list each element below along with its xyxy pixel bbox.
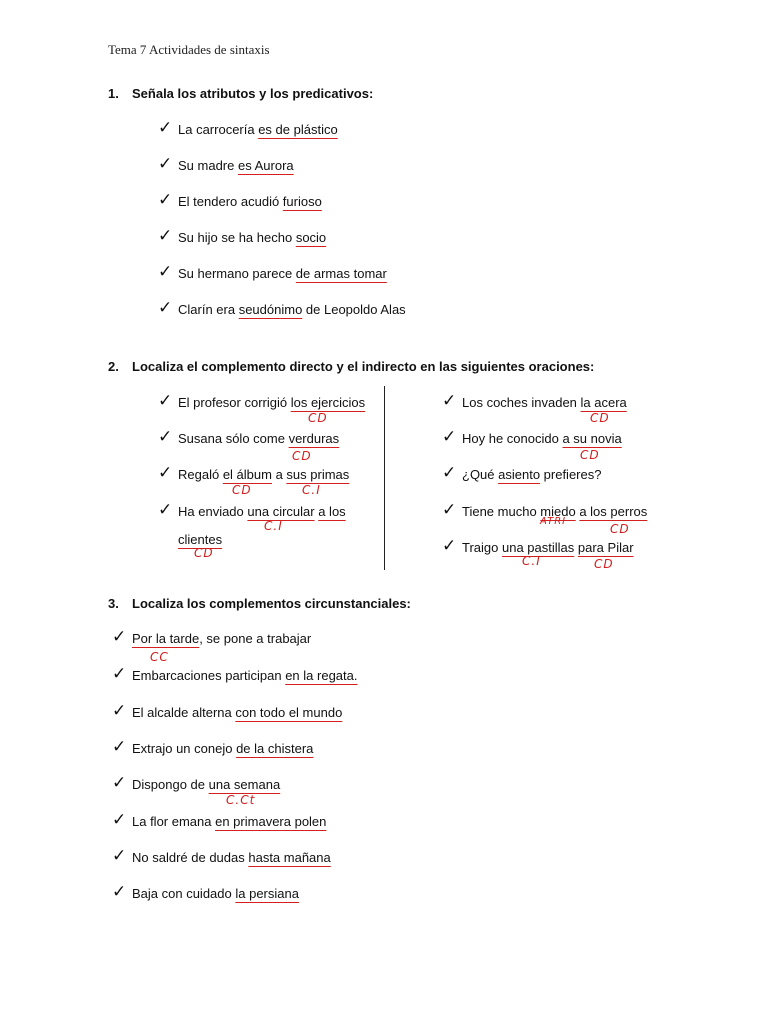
- question-number: 3.: [108, 596, 119, 611]
- q2-right-item: ✓ Los coches invaden la acera: [442, 391, 627, 411]
- annotation-cd: CD: [232, 483, 252, 497]
- q2-left-item: ✓ El profesor corrigió los ejercicios: [158, 391, 366, 411]
- q2-right-item: ✓ Tiene mucho miedo a los perros: [442, 500, 648, 520]
- q1-item: ✓ Su madre es Aurora: [158, 154, 294, 174]
- annotation-ci: C.I: [264, 519, 283, 533]
- check-icon: ✓: [112, 810, 127, 830]
- q2-left-item: ✓ Regaló el álbum a sus primas: [158, 463, 350, 483]
- check-icon: ✓: [112, 701, 127, 721]
- document-header: Tema 7 Actividades de sintaxis: [108, 42, 270, 57]
- q3-item: ✓ Por la tarde, se pone a trabajar: [112, 627, 312, 647]
- check-icon: ✓: [158, 154, 173, 174]
- check-icon: ✓: [158, 262, 173, 282]
- q3-item: ✓ No saldré de dudas hasta mañana: [112, 846, 331, 866]
- q1-item: ✓ Su hijo se ha hecho socio: [158, 226, 327, 246]
- annotation-cc: CC: [150, 650, 169, 664]
- q2-left-item: ✓ Ha enviado una circular a los: [158, 500, 346, 520]
- annotation-cd: CD: [580, 448, 600, 462]
- q1-item: ✓ Su hermano parece de armas tomar: [158, 262, 387, 282]
- check-icon: ✓: [158, 500, 173, 520]
- question-number: 1.: [108, 86, 119, 101]
- question-number: 2.: [108, 359, 119, 374]
- check-icon: ✓: [158, 463, 173, 483]
- q3-item: ✓ Dispongo de una semana: [112, 773, 281, 793]
- q3-item: ✓ Embarcaciones participan en la regata.: [112, 664, 358, 684]
- q2-right-item: ✓ Traigo una pastillas para Pilar: [442, 536, 634, 556]
- annotation-cd: CD: [590, 411, 610, 425]
- q3-item: ✓ Baja con cuidado la persiana: [112, 882, 299, 902]
- annotation-cd: CD: [610, 522, 630, 536]
- check-icon: ✓: [442, 427, 457, 447]
- check-icon: ✓: [158, 190, 173, 210]
- check-icon: ✓: [112, 664, 127, 684]
- q3-item: ✓ El alcalde alterna con todo el mundo: [112, 701, 343, 721]
- check-icon: ✓: [442, 463, 457, 483]
- annotation-cd: CD: [194, 546, 214, 560]
- check-icon: ✓: [112, 882, 127, 902]
- q3-item: ✓ Extrajo un conejo de la chistera: [112, 737, 314, 757]
- q2-right-item: ✓ Hoy he conocido a su novia: [442, 427, 622, 447]
- check-icon: ✓: [442, 391, 457, 411]
- annotation-cd: CD: [308, 411, 328, 425]
- annotation-cd: CD: [594, 557, 614, 571]
- check-icon: ✓: [442, 536, 457, 556]
- check-icon: ✓: [158, 391, 173, 411]
- check-icon: ✓: [112, 846, 127, 866]
- q3-item: ✓ La flor emana en primavera polen: [112, 810, 327, 830]
- q2-right-item: ✓ ¿Qué asiento prefieres?: [442, 463, 602, 483]
- q1-item: ✓ El tendero acudió furioso: [158, 190, 322, 210]
- question-1-title: 1. Señala los atributos y los predicativos:: [108, 86, 374, 101]
- check-icon: ✓: [158, 427, 173, 447]
- column-divider: [384, 386, 385, 570]
- annotation-atri: ATRI: [540, 516, 567, 527]
- q2-left-item-continuation: clientes: [178, 532, 223, 547]
- question-2-title: 2. Localiza el complemento directo y el indirecto en las siguientes oraciones:: [108, 359, 595, 374]
- check-icon: ✓: [112, 773, 127, 793]
- q1-item: ✓ La carrocería es de plástico: [158, 118, 338, 138]
- check-icon: ✓: [112, 627, 127, 647]
- annotation-ci: C.I: [302, 483, 321, 497]
- q1-item: ✓ Clarín era seudónimo de Leopoldo Alas: [158, 298, 406, 318]
- annotation-ci: C.I: [522, 554, 541, 568]
- q2-left-item: ✓ Susana sólo come verduras: [158, 427, 340, 447]
- annotation-cct: C.Ct: [226, 793, 256, 807]
- check-icon: ✓: [158, 226, 173, 246]
- check-icon: ✓: [158, 118, 173, 138]
- check-icon: ✓: [158, 298, 173, 318]
- check-icon: ✓: [112, 737, 127, 757]
- annotation-cd: CD: [292, 449, 312, 463]
- check-icon: ✓: [442, 500, 457, 520]
- question-3-title: 3. Localiza los complementos circunstanciales:: [108, 596, 411, 611]
